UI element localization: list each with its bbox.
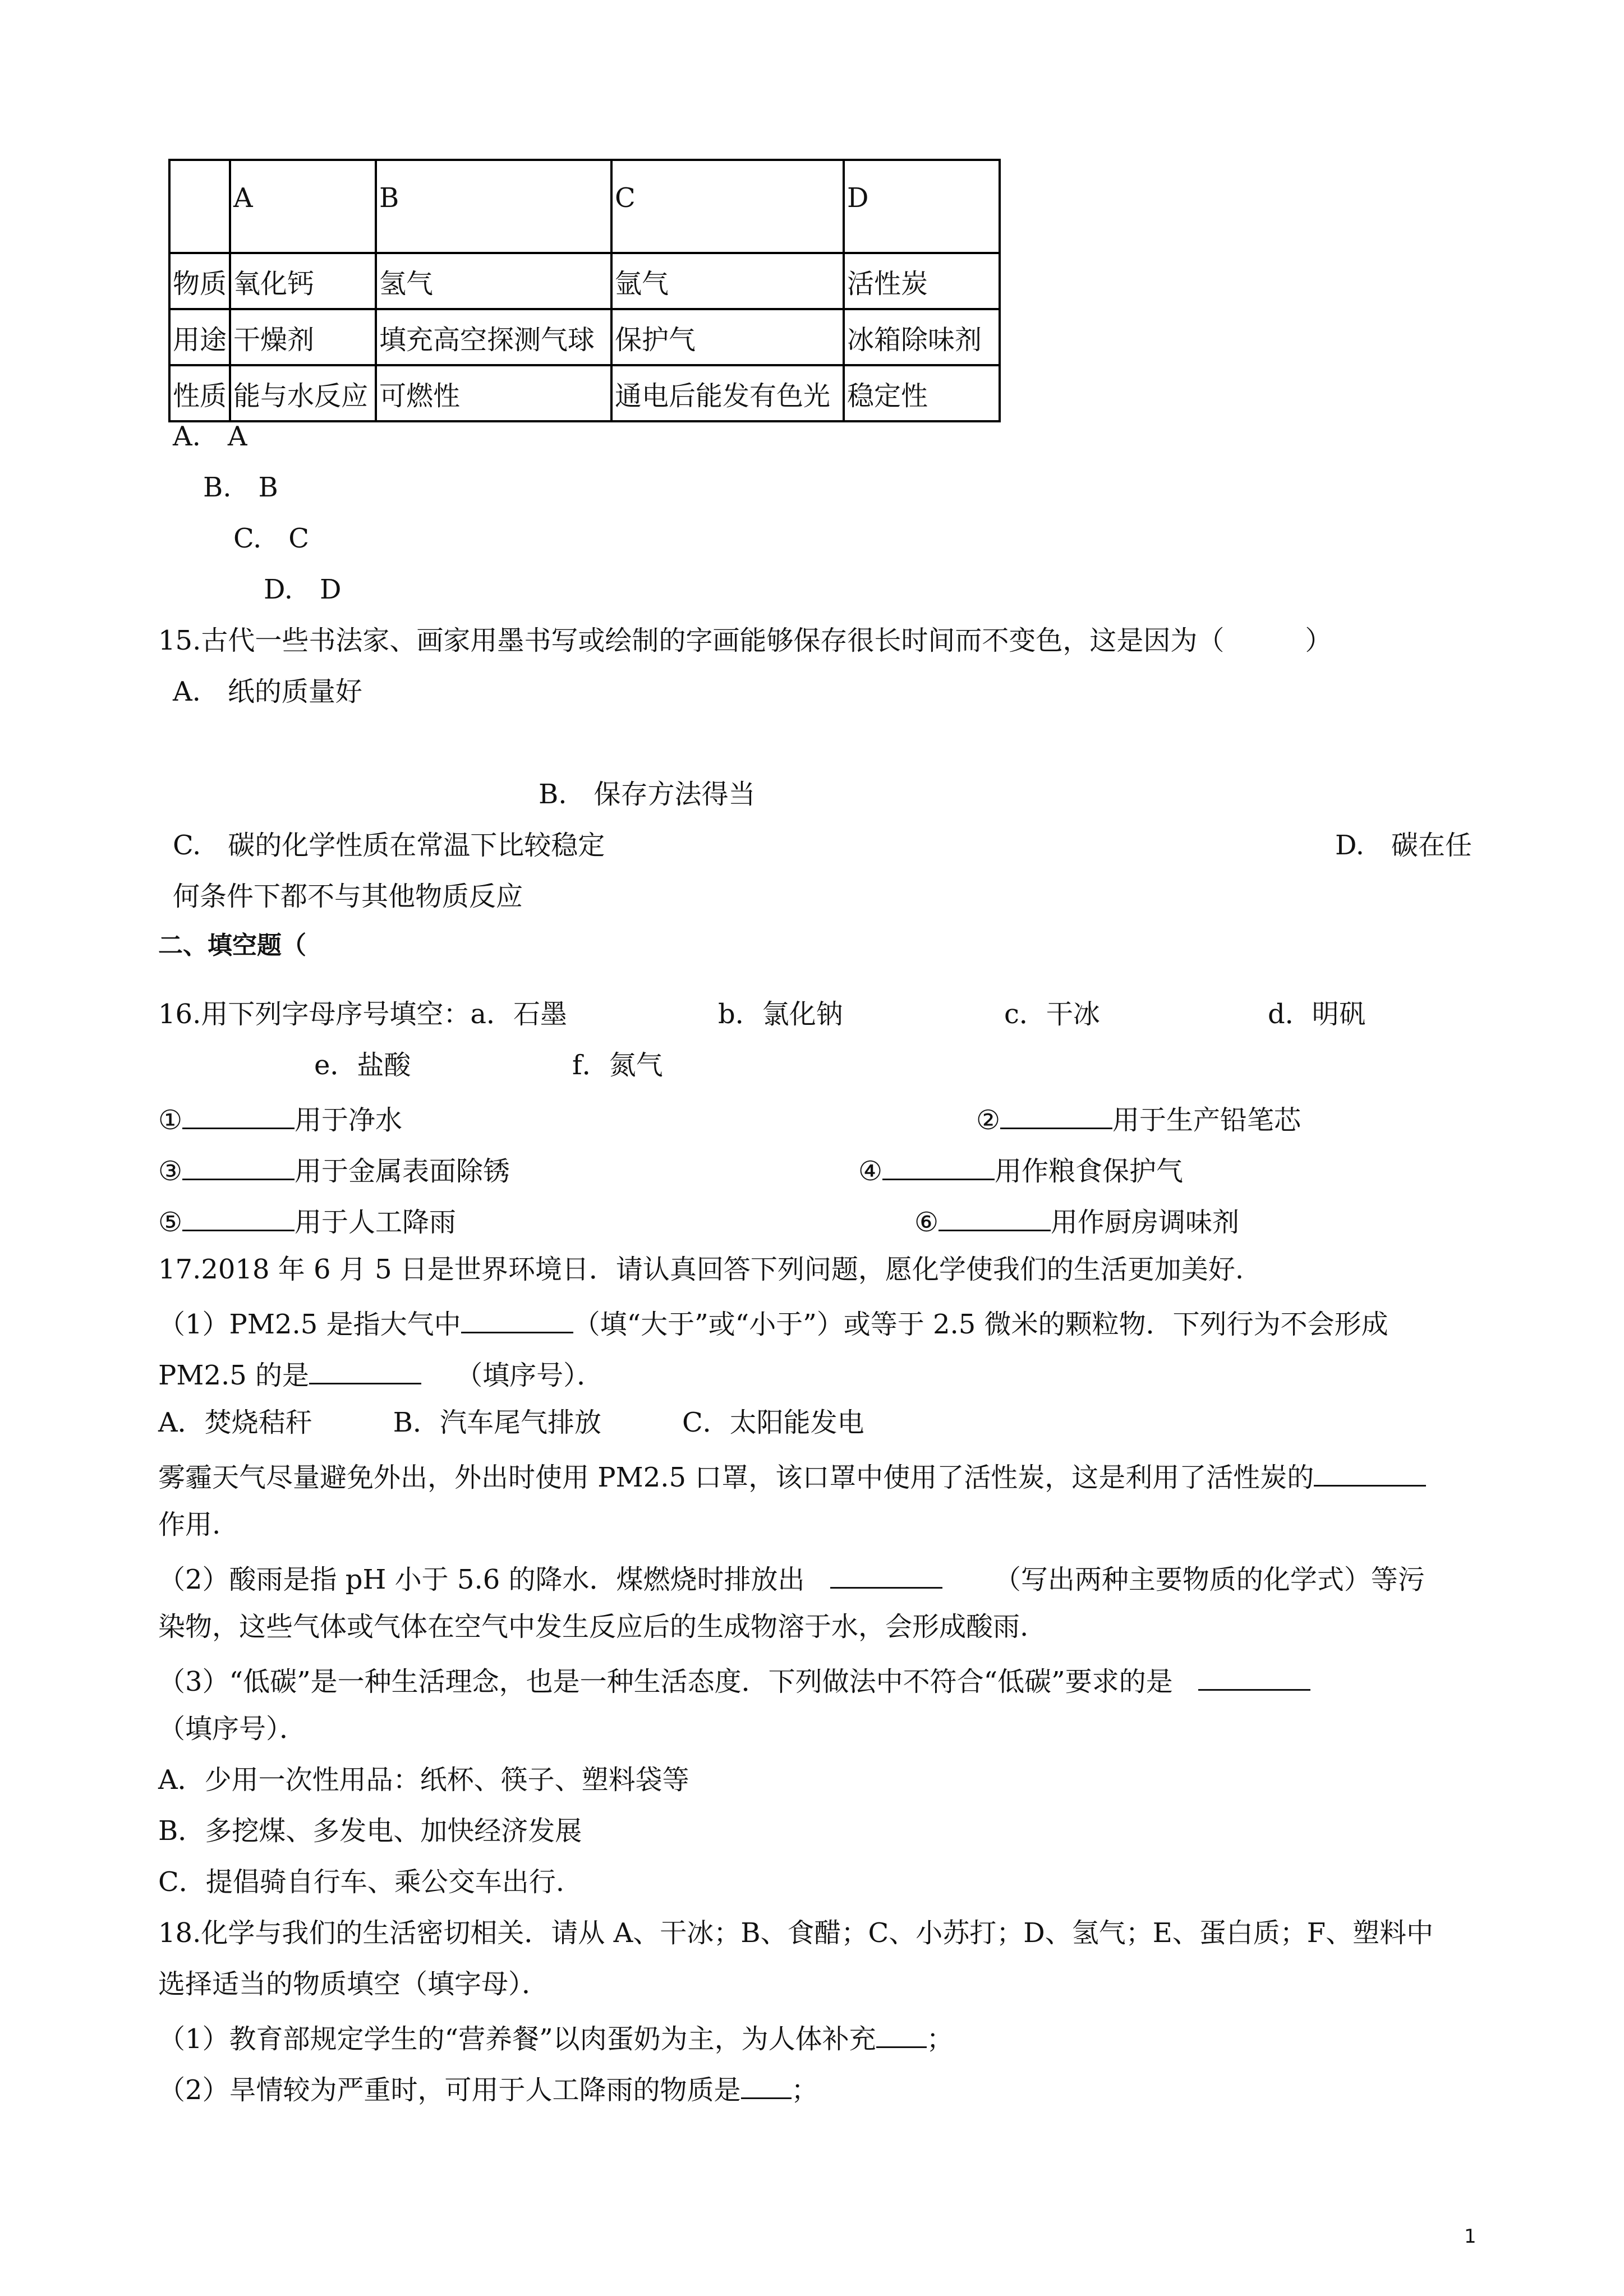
q17-part1-line1: [158, 1307, 1388, 1338]
item-number: ①: [158, 1105, 183, 1136]
table-cell: 冰箱除味剂: [844, 309, 1000, 365]
answer-blank[interactable]: [461, 1307, 573, 1333]
q17-part3-line1: [158, 1664, 1310, 1695]
q16-option-d: d．明矾: [1268, 999, 1366, 1030]
text-run: （写出两种主要物质的化学式）等污: [993, 1564, 1425, 1595]
table-cell: 稳定性: [844, 365, 1000, 421]
text-run: 雾霾天气尽量避免外出，外出时使用 PM2.5 口罩，该口罩中使用了活性炭，这是利用了活性炭的: [158, 1462, 1314, 1493]
q17-part2-line1: [158, 1562, 1425, 1593]
section-heading-fill-in: 二、填空题（: [158, 931, 306, 960]
table-cell: 保护气: [611, 309, 844, 365]
item-text: 用于金属表面除锈: [295, 1156, 510, 1187]
text-run: （1）教育部规定学生的“营养餐”以肉蛋奶为主，为人体补充: [158, 2023, 876, 2055]
table-cell: B: [376, 160, 611, 253]
q14-option-c[interactable]: C. C: [233, 523, 310, 554]
table-row: [169, 365, 1000, 421]
table-cell: 活性炭: [844, 253, 1000, 309]
answer-blank[interactable]: [1000, 1103, 1112, 1129]
q17-part3-option-c: C．提倡骑自行车、乘公交车出行.: [158, 1866, 564, 1898]
q17-stem: 17.2018 年 6 月 5 日是世界环境日．请认真回答下列问题，愿化学使我们的生活更加美好.: [158, 1254, 1244, 1285]
item-text: 用作厨房调味剂: [1051, 1207, 1240, 1238]
q16-item-5: [158, 1205, 456, 1236]
q16-option-c: c．干冰: [1004, 999, 1100, 1030]
table-cell: D: [844, 160, 1000, 253]
table-cell: 可燃性: [376, 365, 611, 421]
table-cell: A: [230, 160, 376, 253]
answer-blank[interactable]: [882, 1154, 995, 1180]
text-run: PM2.5 的是: [158, 1360, 310, 1391]
q17-part1-line4: 作用.: [158, 1509, 221, 1540]
answer-blank[interactable]: [309, 1358, 421, 1384]
q17-part1-line2: [158, 1358, 604, 1389]
q15-option-a[interactable]: A. 纸的质量好: [173, 676, 362, 707]
q17-part2-line2: 染物，这些气体或气体在空气中发生反应后的生成物溶于水，会形成酸雨.: [158, 1611, 1029, 1642]
text-run: （1）PM2.5 是指大气中: [158, 1309, 461, 1340]
table-header-row: [169, 160, 1000, 253]
table-cell: 能与水反应: [230, 365, 376, 421]
q16-stem: 16.用下列字母序号填空：a．石墨: [158, 999, 567, 1030]
answer-blank[interactable]: [938, 1205, 1051, 1231]
item-text: 用于生产铅笔芯: [1112, 1105, 1301, 1136]
table-cell: 氢气: [376, 253, 611, 309]
table-cell: 用途: [169, 309, 230, 365]
q18-part1: [158, 2022, 954, 2053]
substance-property-table: [168, 159, 1001, 422]
table-cell: 干燥剂: [230, 309, 376, 365]
q15-option-d-continued: 何条件下都不与其他物质反应: [173, 881, 523, 912]
table-cell: 填充高空探测气球: [376, 309, 611, 365]
q16-option-e: e．盐酸: [314, 1050, 411, 1081]
q18-part2: [158, 2073, 818, 2104]
text-run: ；: [926, 2023, 954, 2055]
q16-item-6: [914, 1205, 1239, 1236]
answer-blank[interactable]: [1198, 1664, 1310, 1691]
q16-item-2: [976, 1103, 1301, 1134]
q16-item-1: [158, 1103, 402, 1134]
table-cell: 物质: [169, 253, 230, 309]
q17-part3-option-b: B．多挖煤、多发电、加快经济发展: [158, 1815, 582, 1847]
item-number: ⑥: [914, 1207, 939, 1238]
table-row: [169, 309, 1000, 365]
text-run: （填序号）．: [456, 1360, 604, 1391]
q14-option-d[interactable]: D. D: [264, 574, 342, 605]
text-run: ；: [791, 2074, 818, 2106]
table-cell: C: [611, 160, 844, 253]
q15-option-b[interactable]: B. 保存方法得当: [539, 779, 756, 810]
text-run: （填“大于”或“小于”）或等于 2.5 微米的颗粒物．下列行为不会形成: [573, 1309, 1388, 1340]
item-text: 用于净水: [295, 1105, 403, 1136]
item-number: ⑤: [158, 1207, 183, 1238]
table-cell: 通电后能发有色光: [611, 365, 844, 421]
answer-blank[interactable]: [182, 1103, 295, 1129]
q16-option-f: f．氮气: [572, 1050, 663, 1081]
item-number: ②: [976, 1105, 1001, 1136]
answer-blank[interactable]: [830, 1562, 942, 1589]
q14-option-b[interactable]: B. B: [203, 472, 278, 503]
item-text: 用作粮食保护气: [995, 1156, 1184, 1187]
q15-stem: 15.古代一些书法家、画家用墨书写或绘制的字画能够保存很长时间而不变色，这是因为（ ）: [158, 625, 1332, 656]
answer-blank[interactable]: [741, 2073, 792, 2099]
answer-blank[interactable]: [182, 1205, 295, 1231]
q18-stem-line2: 选择适当的物质填空（填字母）．: [158, 1968, 549, 2000]
table-cell: 氧化钙: [230, 253, 376, 309]
q17-part3-option-a: A．少用一次性用品：纸杯、筷子、塑料袋等: [158, 1764, 689, 1796]
q17-part1-line3: [158, 1460, 1426, 1491]
table-row: [169, 253, 1000, 309]
answer-blank[interactable]: [1314, 1460, 1426, 1487]
page-number: 1: [1464, 2225, 1476, 2248]
q16-item-3: [158, 1154, 510, 1185]
answer-blank[interactable]: [876, 2022, 927, 2048]
q16-option-b: b．氯化钠: [718, 999, 843, 1030]
q17-part3-line2: （填序号）．: [158, 1713, 307, 1745]
text-run: （3）“低碳”是一种生活理念，也是一种生活态度．下列做法中不符合“低碳”要求的是: [158, 1666, 1173, 1697]
table-cell: 性质: [169, 365, 230, 421]
table-cell: [169, 160, 230, 253]
q16-item-4: [858, 1154, 1183, 1185]
text-run: （2）旱情较为严重时，可用于人工降雨的物质是: [158, 2074, 741, 2106]
item-text: 用于人工降雨: [295, 1207, 457, 1238]
text-run: （2）酸雨是指 pH 小于 5.6 的降水．煤燃烧时排放出: [158, 1564, 805, 1595]
q14-option-a[interactable]: A. A: [173, 421, 247, 452]
q18-stem-line1: 18.化学与我们的生活密切相关．请从 A、干冰；B、食醋；C、小苏打；D、氢气；E、蛋白质；F、塑料中: [158, 1917, 1434, 1949]
answer-blank[interactable]: [182, 1154, 295, 1180]
q15-option-d[interactable]: D. 碳在任: [1335, 830, 1473, 861]
item-number: ④: [858, 1156, 883, 1187]
item-number: ③: [158, 1156, 183, 1187]
q17-part1-options: A．焚烧秸秆 B．汽车尾气排放 C．太阳能发电: [158, 1407, 864, 1438]
table-cell: 氩气: [611, 253, 844, 309]
q15-option-c[interactable]: C. 碳的化学性质在常温下比较稳定: [173, 830, 605, 861]
